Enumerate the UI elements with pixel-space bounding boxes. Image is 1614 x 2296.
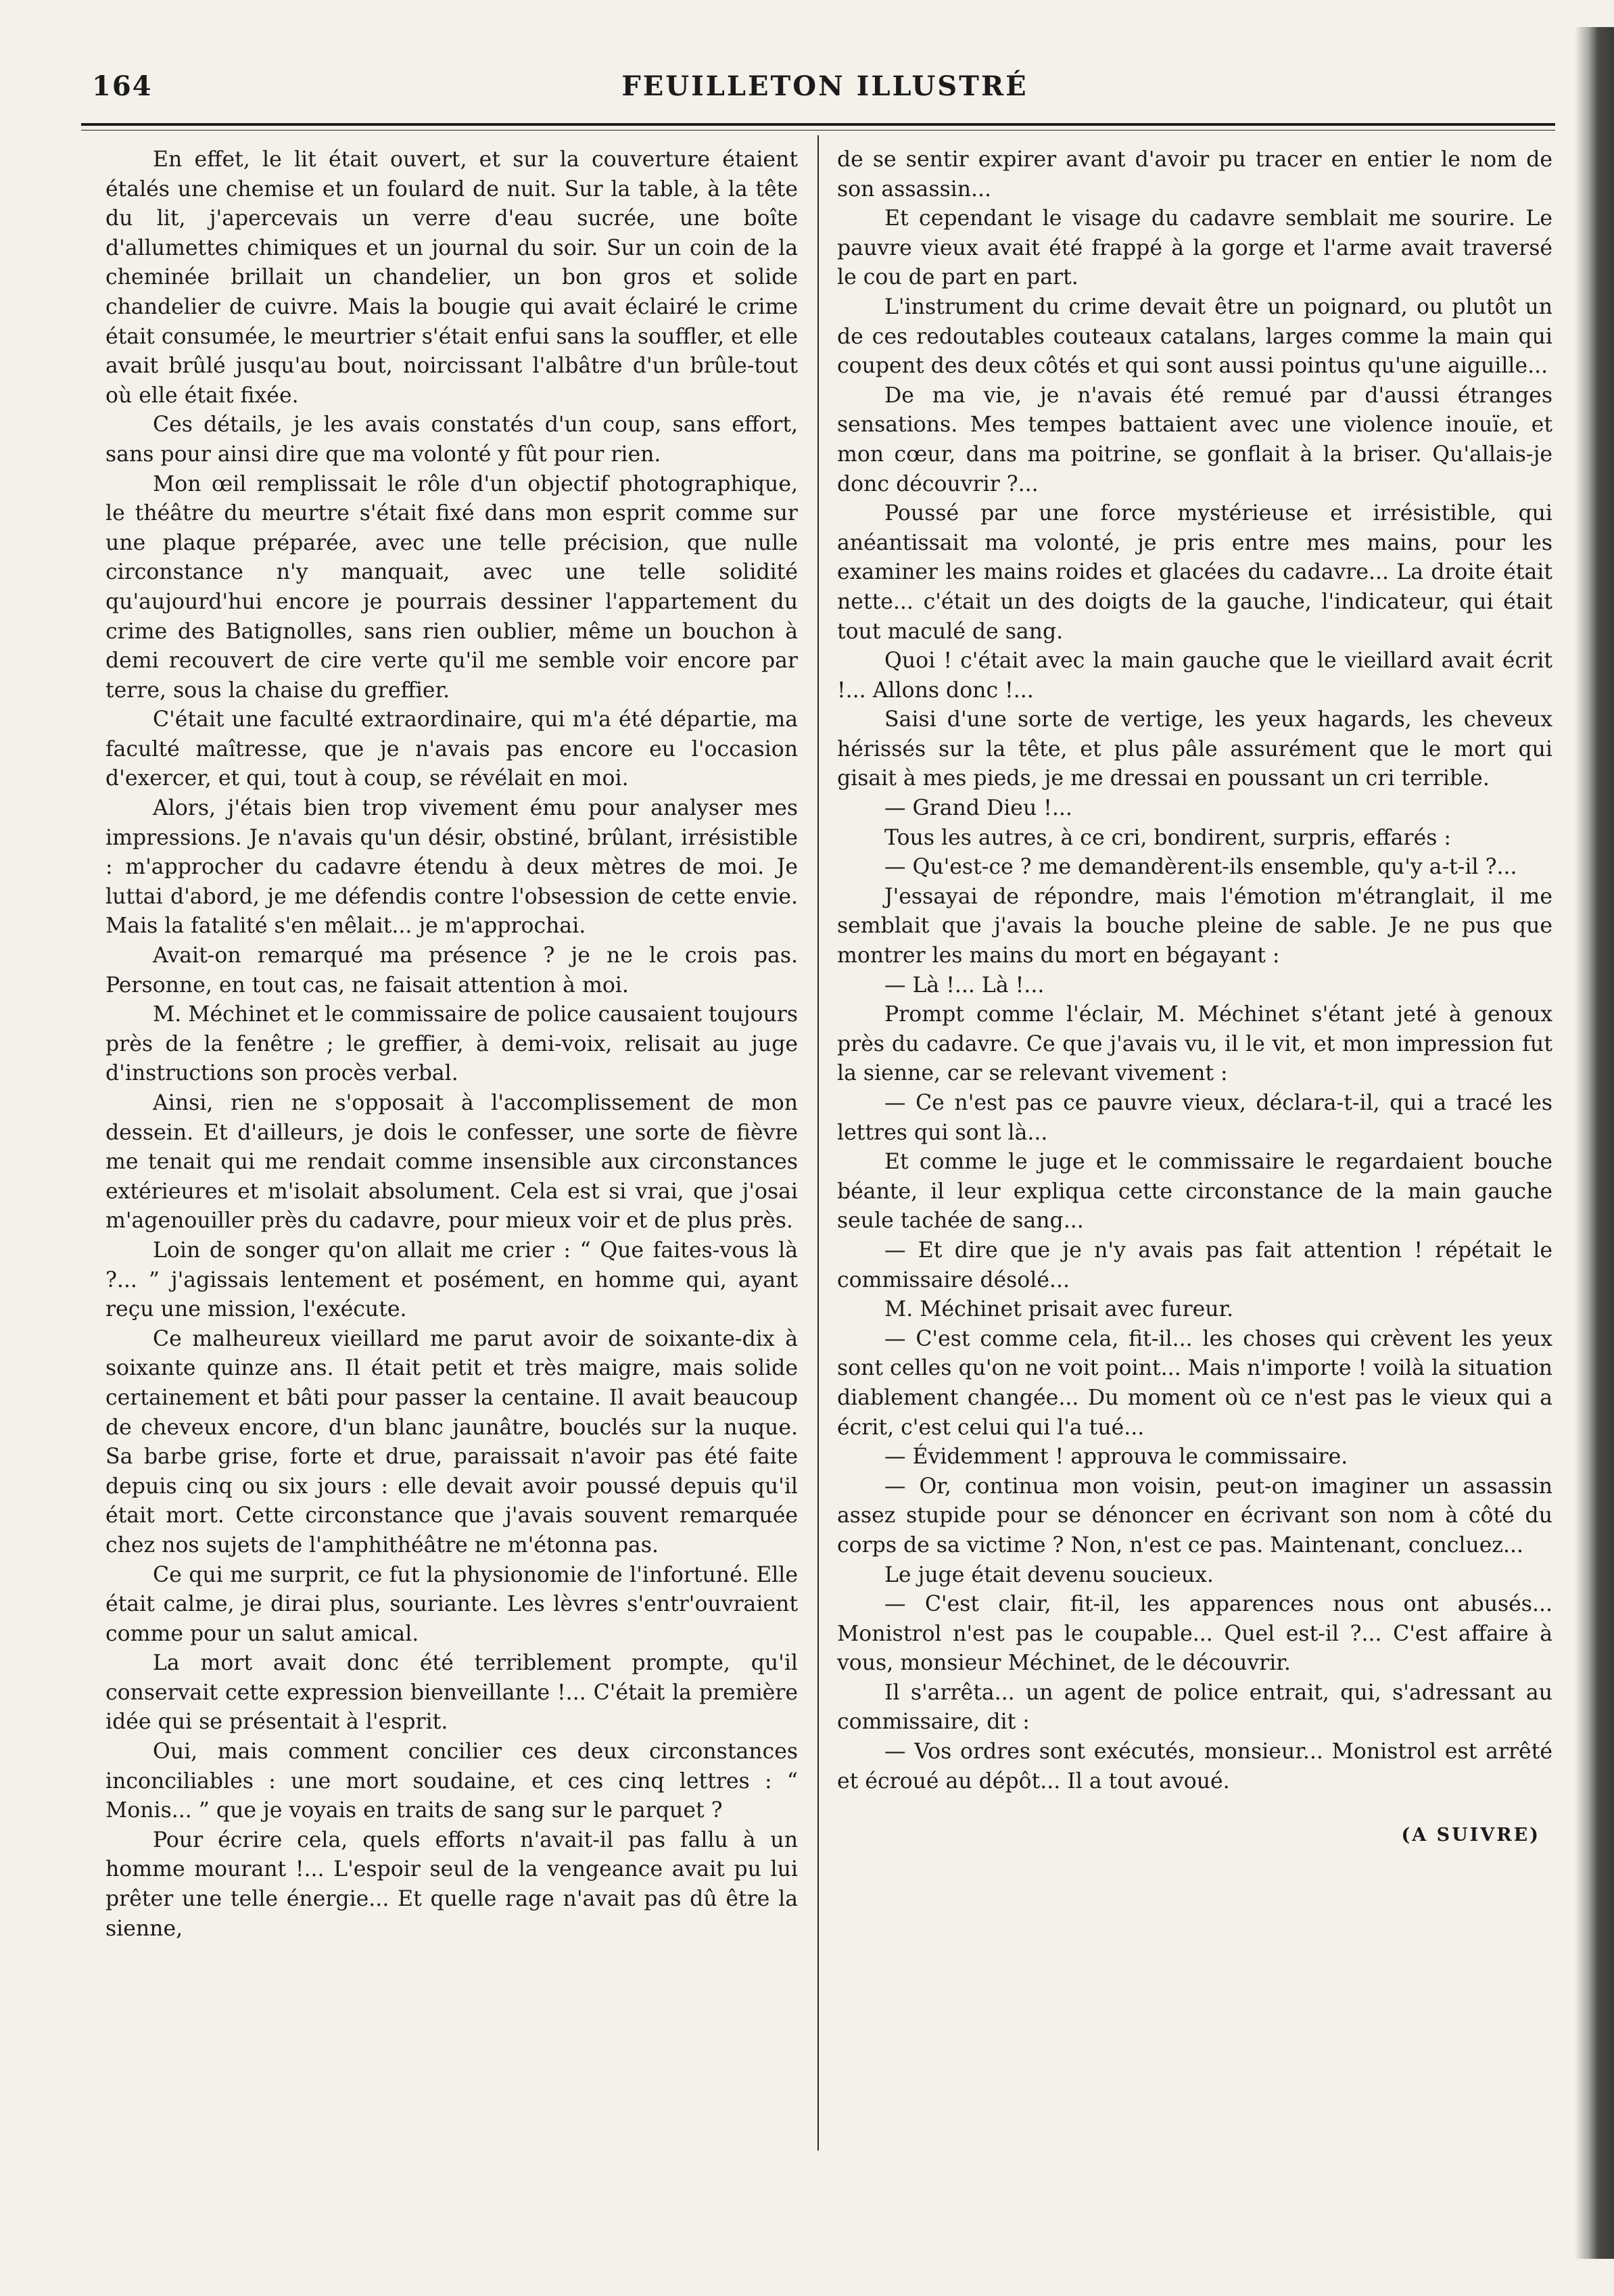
page-header bbox=[81, 62, 1569, 110]
paragraph: Ce qui me surprit, ce fut la physionomie de l'infortuné. Elle était calme, je dirai plus, souriante. Les lèvres s'entr'ouvraient comme pour un salut amical. bbox=[105, 1562, 798, 1646]
paragraph: Il s'arrêta... un agent de police entrait, qui, s'adressant au commissaire, dit : bbox=[837, 1680, 1552, 1735]
paragraph: Et comme le juge et le commissaire le regardaient bouche béante, il leur expliqua cette circonstance de la main gauche seule tachée de sang... bbox=[837, 1150, 1552, 1234]
paragraph: — C'est comme cela, fit-il... les choses qui crèvent les yeux sont celles qu'on ne voit point... Mais n'importe ! voilà la situation diablement changée... Du moment où ce n'est pas le vieux qui a écrit, c'est celui qui l'a tué... bbox=[837, 1326, 1552, 1440]
paragraph: — Évidemment ! approuva le commissaire. bbox=[884, 1445, 1348, 1470]
paragraph: C'était une faculté extraordinaire, qui m'a été départie, ma faculté maîtresse, que je n'avais pas encore eu l'occasion d'exercer, et qui, tout à coup, se révélait en moi. bbox=[105, 707, 798, 791]
right-column-body bbox=[837, 145, 1552, 1796]
paragraph: Le juge était devenu soucieux. bbox=[884, 1562, 1214, 1587]
paragraph: Loin de songer qu'on allait me crier : “ Que faites-vous là ?... ” j'agissais lentement et posément, en homme qui, ayant reçu une mission, l'exécute. bbox=[105, 1238, 798, 1322]
paragraph: Et cependant le visage du cadavre semblait me sourire. Le pauvre vieux avait été frappé à la gorge et l'arme avait traversé le cou de part en part. bbox=[837, 206, 1552, 290]
paragraph: Oui, mais comment concilier ces deux circonstances inconciliables : une mort soudaine, et ces cinq lettres : “ Monis... ” que je voyais en traits de sang sur le parquet ? bbox=[105, 1739, 798, 1823]
paragraph: — Vos ordres sont exécutés, monsieur... Monistrol est arrêté et écroué au dépôt... Il a tout avoué. bbox=[837, 1739, 1552, 1794]
column-divider bbox=[817, 135, 819, 2151]
paragraph: Poussé par une force mystérieuse et irrésistible, qui anéantissait ma volonté, je pris entre mes mains, pour les examiner les mains roides et glacées du cadavre... La droite était nette... c'était un des doigts de la gauche, l'indicateur, qui était tout maculé de sang. bbox=[837, 501, 1552, 644]
header-rule bbox=[81, 123, 1555, 126]
paragraph: La mort avait donc été terriblement prompte, qu'il conservait cette expression bienveillante !... C'était la première idée qui se présentait à l'esprit. bbox=[105, 1651, 798, 1735]
paragraph: Tous les autres, à ce cri, bondirent, surpris, effarés : bbox=[884, 825, 1452, 850]
header-rule-thin bbox=[81, 130, 1555, 131]
journal-title: FEUILLETON ILLUSTRÉ bbox=[621, 70, 1028, 102]
paragraph: Prompt comme l'éclair, M. Méchinet s'étant jeté à genoux près du cadavre. Ce que j'avais vu, il le vit, et mon impression fut la sienne, car se relevant vivement : bbox=[837, 1002, 1552, 1086]
paragraph: En effet, le lit était ouvert, et sur la couverture étaient étalés une chemise et un foulard de nuit. Sur la table, à la tête du lit, j'apercevais un verre d'eau sucrée, une boîte d'allumettes chimiques et un journal du soir. Sur un coin de la cheminée brillait un chandelier, un bon gros et solide chandelier de cuivre. Mais la bougie qui avait éclairé le crime était consumée, le meurtrier s'était enfui sans la souffler, et elle avait brûlé jusqu'au bout, noircissant l'albâtre d'un brûle-tout où elle était fixée. bbox=[105, 147, 798, 408]
page-number: 164 bbox=[92, 70, 153, 102]
paragraph: — Ce n'est pas ce pauvre vieux, déclara-t-il, qui a tracé les lettres qui sont là... bbox=[837, 1091, 1552, 1145]
left-column bbox=[105, 145, 798, 1944]
paragraph: Ainsi, rien ne s'opposait à l'accomplissement de mon dessein. Et d'ailleurs, je dois le confesser, une sorte de fièvre me tenait qui me rendait comme insensible aux circonstances extérieures et m'isolait absolument. Cela est si vrai, que j'osai m'agenouiller près du cadavre, pour mieux voir et de plus près. bbox=[105, 1091, 798, 1234]
paragraph: M. Méchinet et le commissaire de police causaient toujours près de la fenêtre ; le greffier, à demi-voix, relisait au juge d'instructions son procès verbal. bbox=[105, 1002, 799, 1086]
paragraph: Pour écrire cela, quels efforts n'avait-il pas fallu à un homme mourant !... L'espoir seul de la vengeance avait pu lui prêter une telle énergie... Et quelle rage n'avait pas dû être la sienne, bbox=[105, 1827, 798, 1941]
to-be-continued: (A SUIVRE) bbox=[1401, 1825, 1540, 1846]
paragraph: Alors, j'étais bien trop vivement ému pour analyser mes impressions. Je n'avais qu'un désir, obstiné, brûlant, irrésistible : m'approcher du cadavre étendu à deux mètres de moi. Je luttai d'abord, je me défendis contre l'obsession de cette envie. Mais la fatalité s'en mêlait... je m'approchai. bbox=[105, 796, 798, 939]
paragraph: Ces détails, je les avais constatés d'un coup, sans effort, sans pour ainsi dire que ma volonté y fût pour rien. bbox=[105, 413, 798, 467]
paragraph: Ce malheureux vieillard me parut avoir de soixante-dix à soixante quinze ans. Il était petit et très maigre, mais solide certainement et bâti pour passer la centaine. Il avait beaucoup de cheveux encore, d'un blanc jaunâtre, bouclés sur la nuque. Sa barbe grise, forte et drue, paraissait n'avoir pas été faite depuis cinq ou six jours : elle devait avoir poussé depuis qu'il était mort. Cette circonstance que j'avais souvent remarquée chez nos sujets de l'amphithéâtre ne m'étonna pas. bbox=[105, 1326, 798, 1557]
paragraph: de se sentir expirer avant d'avoir pu tracer en entier le nom de son assassin... bbox=[837, 147, 1552, 202]
paragraph: — Et dire que je n'y avais pas fait attention ! répétait le commissaire désolé... bbox=[837, 1238, 1552, 1292]
paragraph: Quoi ! c'était avec la main gauche que le vieillard avait écrit !... Allons donc !... bbox=[837, 649, 1552, 703]
paragraph: — Là !... Là !... bbox=[884, 973, 1045, 998]
page-edge-shadow bbox=[1575, 27, 1614, 2259]
paragraph: — Grand Dieu !... bbox=[884, 796, 1072, 821]
paragraph: Avait-on remarqué ma présence ? je ne le crois pas. Personne, en tout cas, ne faisait attention à moi. bbox=[105, 943, 798, 998]
paragraph: — Qu'est-ce ? me demandèrent-ils ensemble, qu'y a-t-il ?... bbox=[884, 855, 1517, 880]
paragraph: J'essayai de répondre, mais l'émotion m'étranglait, il me semblait que j'avais la bouche pleine de sable. Je ne pus que montrer les mains du mort en bégayant : bbox=[837, 884, 1552, 968]
paragraph: Saisi d'une sorte de vertige, les yeux hagards, les cheveux hérissés sur la tête, et plus pâle assurément que le mort qui gisait à mes pieds, je me dressai en poussant un cri terrible. bbox=[837, 707, 1552, 791]
paragraph: Mon œil remplissait le rôle d'un objectif photographique, le théâtre du meurtre s'était fixé dans mon esprit comme sur une plaque préparée, avec une telle précision, que nulle circonstance n'y manquait, avec une telle solidité qu'aujourd'hui encore je pourrais dessiner l'appartement du crime des Batignolles, sans rien oublier, même un bouchon à demi recouvert de cire verte qu'il me semble voir encore par terre, sous la chaise du greffier. bbox=[105, 471, 798, 703]
paragraph: M. Méchinet prisait avec fureur. bbox=[884, 1297, 1234, 1322]
right-column bbox=[837, 145, 1552, 1850]
paragraph: — Or, continua mon voisin, peut-on imaginer un assassin assez stupide pour se dénoncer en écrivant son nom à côté du corps de sa victime ? Non, n'est ce pas. Maintenant, concluez... bbox=[837, 1474, 1552, 1557]
paragraph: L'instrument du crime devait être un poignard, ou plutôt un de ces redoutables couteaux catalans, larges comme la main qui coupent des deux côtés et qui sont aussi pointus qu'une aiguille... bbox=[837, 294, 1552, 379]
paragraph: — C'est clair, fit-il, les apparences nous ont abusés... Monistrol n'est pas le coupable... Quel est-il ?... C'est affaire à vous, monsieur Méchinet, de le découvrir. bbox=[837, 1592, 1552, 1676]
paragraph: De ma vie, je n'avais été remué par d'aussi étranges sensations. Mes tempes battaient avec une violence inouïe, et mon cœur, dans ma poitrine, se gonflait à la briser. Qu'allais-je donc découvrir ?... bbox=[837, 383, 1552, 496]
